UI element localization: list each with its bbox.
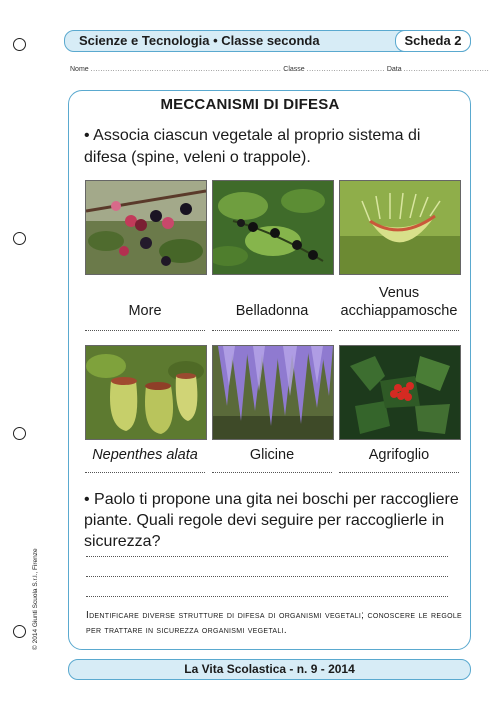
sheet-number: Scheda 2 — [395, 30, 471, 52]
date-label: Data — [386, 66, 402, 73]
blackberry-photo — [85, 180, 207, 275]
plant-label-3: Venus acchiappamosche — [340, 285, 458, 319]
plant-label-6: Agrifoglio — [368, 447, 430, 463]
footer-bar: La Vita Scolastica - n. 9 - 2014 — [68, 659, 471, 680]
answer-line[interactable] — [85, 472, 205, 473]
copyright-notice: © 2014 Giunti Scuola S.r.l., Firenze — [32, 548, 39, 650]
name-field[interactable]: .............................................................................. — [90, 66, 282, 73]
venus-flytrap-photo — [339, 180, 461, 275]
belladonna-photo — [212, 180, 334, 275]
answer-line[interactable] — [339, 472, 459, 473]
binder-hole — [13, 38, 26, 51]
answer-line[interactable] — [339, 330, 459, 331]
page-title: MECCANISMI DI DIFESA — [160, 96, 340, 113]
answer-line[interactable] — [212, 330, 332, 331]
subject-label: Scienze e Tecnologia • Classe seconda — [79, 33, 320, 48]
header-bar — [64, 30, 471, 52]
date-field[interactable]: ................................... — [403, 66, 490, 73]
question-2: • Paolo ti propone una gita nei boschi per raccogliere piante. Quali regole devi seguire per raccoglierle in sicurezza? — [84, 491, 459, 550]
learning-objective: Identificare diverse strutture di difesa di organismi vegetali; conoscere le regole per trattare in sicurezza organismi vegetali. — [86, 610, 462, 636]
answer-line[interactable] — [86, 596, 448, 597]
plant-label-1: More — [128, 303, 162, 319]
binder-hole — [13, 625, 26, 638]
nepenthes-photo — [85, 345, 207, 440]
name-label: Nome — [70, 66, 89, 73]
plant-label-4: Nepenthes alata — [92, 447, 198, 463]
answer-line[interactable] — [85, 330, 205, 331]
holly-photo — [339, 345, 461, 440]
plant-label-2: Belladonna — [235, 303, 309, 319]
answer-line[interactable] — [86, 576, 448, 577]
binder-hole — [13, 427, 26, 440]
wisteria-photo — [212, 345, 334, 440]
answer-line[interactable] — [212, 472, 332, 473]
class-field[interactable]: ................................ — [306, 66, 385, 73]
class-label: Classe — [283, 66, 305, 73]
answer-line[interactable] — [86, 556, 448, 557]
student-fields — [70, 66, 490, 73]
question-1: • Associa ciascun vegetale al proprio sistema di difesa (spine, veleni o trappole). — [84, 127, 421, 166]
plant-label-5: Glicine — [249, 447, 295, 463]
binder-hole — [13, 232, 26, 245]
